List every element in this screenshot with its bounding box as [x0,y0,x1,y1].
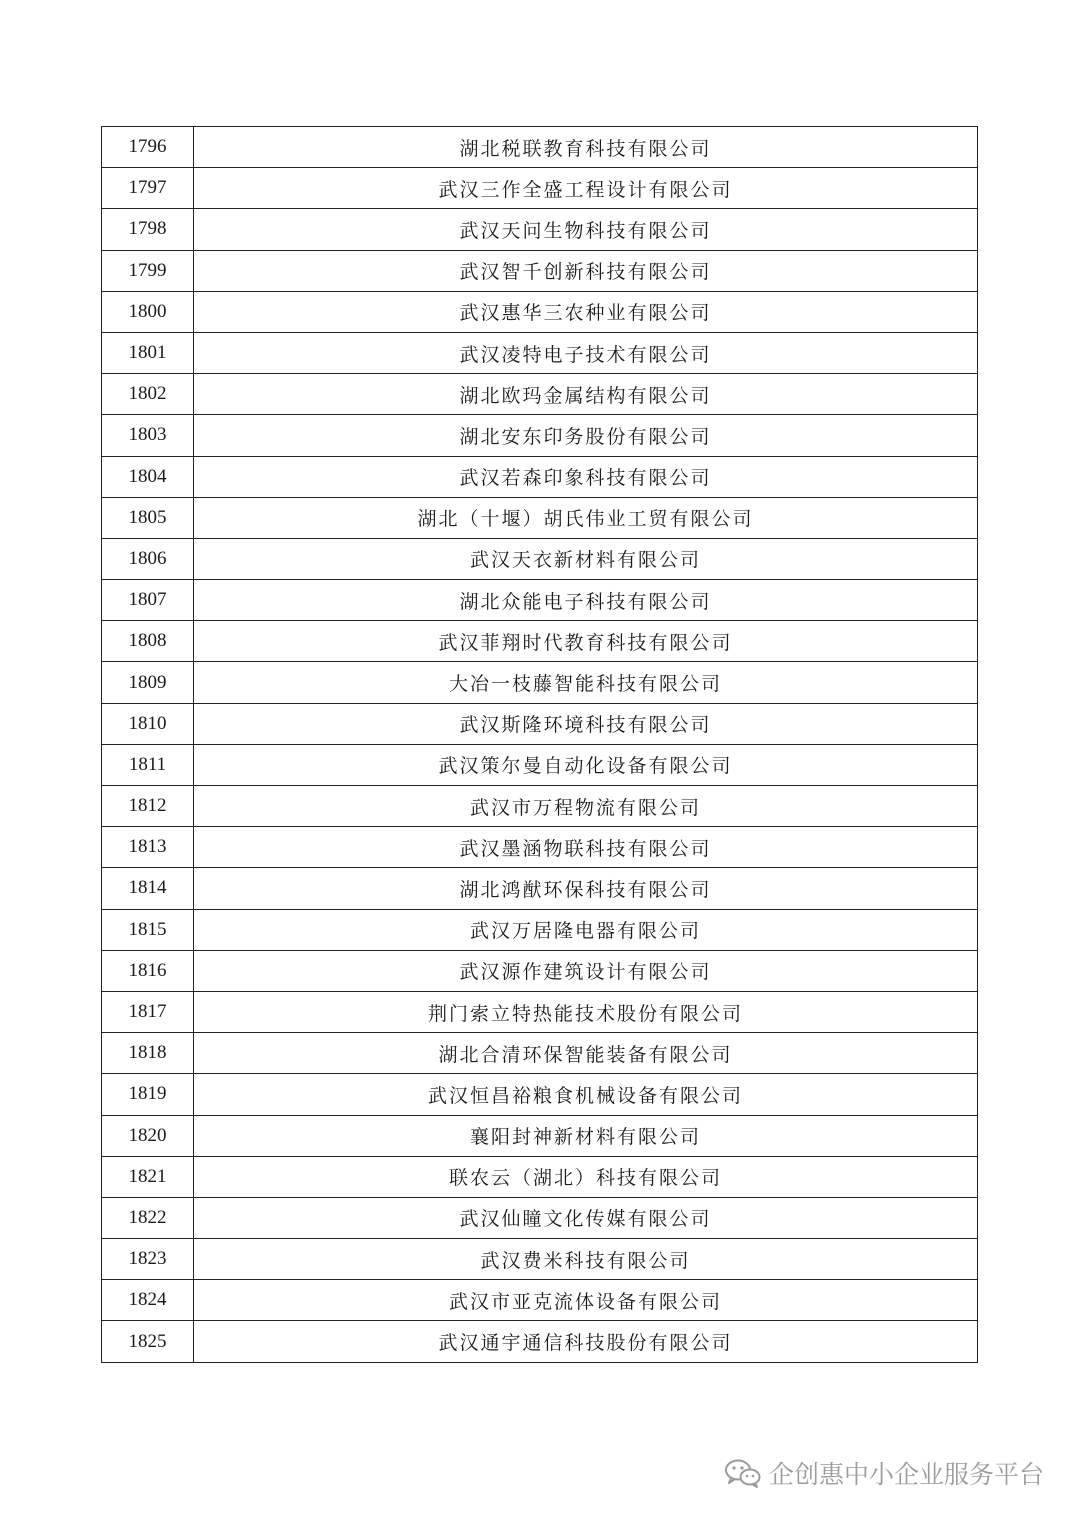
company-table-container [101,126,977,1363]
company-name: 武汉恒昌裕粮食机械设备有限公司 [194,1074,978,1115]
company-name: 武汉三作全盛工程设计有限公司 [194,168,978,209]
company-name: 武汉通宇通信科技股份有限公司 [194,1321,978,1362]
row-number: 1810 [102,703,194,744]
row-number: 1798 [102,209,194,250]
company-name: 武汉天衣新材料有限公司 [194,538,978,579]
company-name: 武汉市万程物流有限公司 [194,786,978,827]
row-number: 1821 [102,1156,194,1197]
company-name: 湖北欧玛金属结构有限公司 [194,374,978,415]
table-row [102,1197,978,1238]
row-number: 1803 [102,415,194,456]
table-row [102,415,978,456]
table-row [102,703,978,744]
table-row [102,909,978,950]
row-number: 1812 [102,786,194,827]
watermark-text: 企创惠中小企业服务平台 [768,1460,1044,1489]
company-name: 武汉斯隆环境科技有限公司 [194,703,978,744]
row-number: 1825 [102,1321,194,1362]
company-name: 湖北众能电子科技有限公司 [194,580,978,621]
table-row [102,950,978,991]
row-number: 1804 [102,456,194,497]
table-row [102,127,978,168]
company-name: 大冶一枝藤智能科技有限公司 [194,662,978,703]
company-table-body [102,127,978,1363]
table-row [102,580,978,621]
row-number: 1817 [102,991,194,1032]
company-name: 襄阳封神新材料有限公司 [194,1115,978,1156]
company-name: 湖北安东印务股份有限公司 [194,415,978,456]
table-row [102,868,978,909]
table-row [102,1239,978,1280]
row-number: 1807 [102,580,194,621]
row-number: 1813 [102,827,194,868]
row-number: 1805 [102,497,194,538]
company-name: 武汉天问生物科技有限公司 [194,209,978,250]
row-number: 1815 [102,909,194,950]
company-name: 湖北（十堰）胡氏伟业工贸有限公司 [194,497,978,538]
row-number: 1816 [102,950,194,991]
row-number: 1824 [102,1280,194,1321]
company-name: 湖北鸿猷环保科技有限公司 [194,868,978,909]
row-number: 1818 [102,1033,194,1074]
company-table [101,126,978,1363]
table-row [102,332,978,373]
company-name: 武汉万居隆电器有限公司 [194,909,978,950]
table-row [102,250,978,291]
company-name: 武汉墨涵物联科技有限公司 [194,827,978,868]
row-number: 1800 [102,291,194,332]
row-number: 1797 [102,168,194,209]
row-number: 1796 [102,127,194,168]
company-name: 武汉菲翔时代教育科技有限公司 [194,621,978,662]
company-name: 荆门索立特热能技术股份有限公司 [194,991,978,1032]
row-number: 1801 [102,332,194,373]
row-number: 1806 [102,538,194,579]
table-row [102,1321,978,1362]
row-number: 1822 [102,1197,194,1238]
table-row [102,1115,978,1156]
wechat-icon [723,1457,763,1489]
table-row [102,662,978,703]
table-row [102,744,978,785]
company-name: 武汉惠华三农种业有限公司 [194,291,978,332]
row-number: 1814 [102,868,194,909]
row-number: 1811 [102,744,194,785]
company-name: 武汉费米科技有限公司 [194,1239,978,1280]
row-number: 1809 [102,662,194,703]
row-number: 1820 [102,1115,194,1156]
table-row [102,374,978,415]
company-name: 湖北合清环保智能装备有限公司 [194,1033,978,1074]
company-name: 武汉源作建筑设计有限公司 [194,950,978,991]
row-number: 1802 [102,374,194,415]
table-row [102,1156,978,1197]
company-name: 武汉策尔曼自动化设备有限公司 [194,744,978,785]
row-number: 1823 [102,1239,194,1280]
table-row [102,497,978,538]
company-name: 武汉若森印象科技有限公司 [194,456,978,497]
row-number: 1819 [102,1074,194,1115]
company-name: 武汉智千创新科技有限公司 [194,250,978,291]
table-row [102,1074,978,1115]
row-number: 1799 [102,250,194,291]
table-row [102,538,978,579]
table-row [102,786,978,827]
row-number: 1808 [102,621,194,662]
table-row [102,291,978,332]
company-name: 联农云（湖北）科技有限公司 [194,1156,978,1197]
table-row [102,991,978,1032]
table-row [102,209,978,250]
company-name: 武汉凌特电子技术有限公司 [194,332,978,373]
company-name: 湖北税联教育科技有限公司 [194,127,978,168]
table-row [102,621,978,662]
company-name: 武汉市亚克流体设备有限公司 [194,1280,978,1321]
table-row [102,168,978,209]
company-name: 武汉仙瞳文化传媒有限公司 [194,1197,978,1238]
table-row [102,827,978,868]
table-row [102,456,978,497]
table-row [102,1280,978,1321]
watermark [723,1455,1044,1491]
table-row [102,1033,978,1074]
